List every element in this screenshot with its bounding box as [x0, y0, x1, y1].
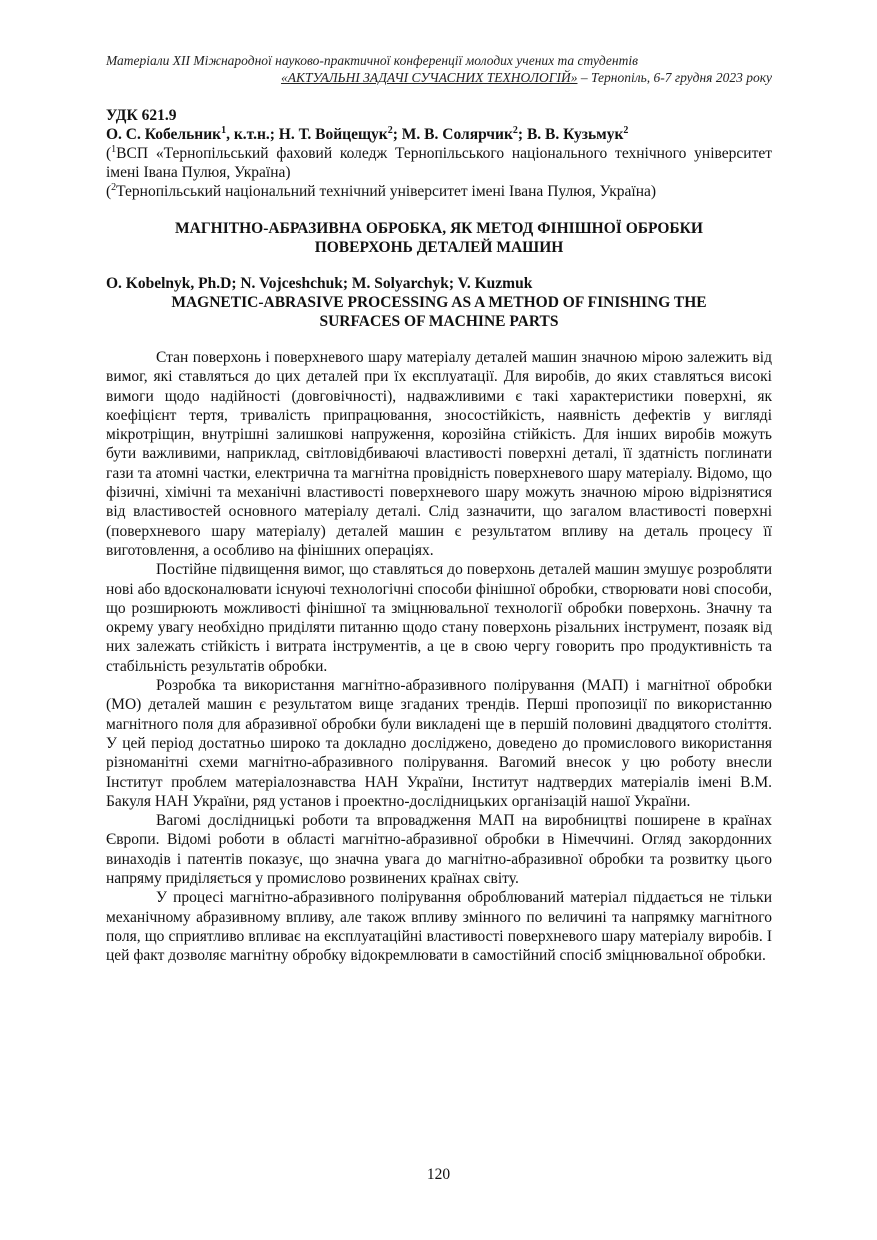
authors-ua — [106, 125, 772, 144]
paper-title-en — [106, 293, 772, 331]
authors-en: O. Kobelnyk, Ph.D; N. Vojceshchuk; M. Solyarchyk; V. Kuzmuk — [106, 275, 533, 292]
affiliation-1 — [106, 144, 772, 182]
udk-code: УДК 621.9 — [106, 107, 177, 124]
paragraph: Вагомі дослідницькі роботи та впровадження МАП на виробництві поширене в країнах Європи. Відомі роботи в області магнітно-абразивної обробки в Німеччині. Огляд закордонних винаходів і патентів показує, що значна увага до магнітно-абразивної обробки та розвитку цього напряму приділяється у промислово розвинених країнах світу. — [106, 812, 772, 888]
author-2: , к.т.н.; Н. Т. Войцещук — [226, 126, 388, 143]
paper-title-ua-line2: ПОВЕРХОНЬ ДЕТАЛЕЙ МАШИН — [314, 239, 564, 256]
paper-title-en-line2: SURFACES OF MACHINE PARTS — [319, 313, 559, 330]
affiliation-1-mark: 1 — [111, 143, 117, 155]
paper-body — [106, 348, 772, 966]
affiliation-1-paren: ( — [106, 145, 112, 162]
affiliation-2-paren: ( — [106, 183, 112, 200]
author-3: ; М. В. Солярчик — [392, 126, 513, 143]
paragraph: Розробка та використання магнітно-абразивного полірування (МАП) і магнітної обробки (МО) деталей машин є результатом вище згаданих трендів. Перші пропозиції по використанню магнітного поля для абразивної обробки були викладені ще в першій половині двадцятого століття. У цей період достатньо широко та докладно досліджено, доведено до промислового використання різноманітні схеми магнітно-абразивного полірування. Вагомий внесок у цю роботу внесли Інститут проблем матеріалознавства НАН України, Інститут надтвердих матеріалів імені В.М. Бакуля НАН України, ряд установ і проектно-дослідницьких організацій нашої України. — [106, 677, 772, 810]
affiliation-2 — [106, 182, 772, 201]
author-4: ; В. В. Кузьмук — [517, 126, 624, 143]
author-3-affil-mark: 2 — [512, 124, 518, 136]
affiliation-1-text: ВСП «Тернопільський фаховий коледж Тернопільського національного технічного університет імені Івана Пулюя, Україна) — [106, 145, 772, 181]
conference-header-line2 — [106, 69, 772, 86]
paper-title-en-line1: MAGNETIC-ABRASIVE PROCESSING AS A METHOD OF FINISHING THE — [171, 294, 707, 311]
paper-title-ua-line1: МАГНІТНО-АБРАЗИВНА ОБРОБКА, ЯК МЕТОД ФІНІШНОЇ ОБРОБКИ — [175, 220, 703, 237]
paper-title-ua — [106, 219, 772, 257]
paragraph: Постійне підвищення вимог, що ставляться до поверхонь деталей машин змушує розробляти нові або вдосконалювати існуючі технологічні способи фінішної обробки, створювати нові способи, що розширюють можливості фінішної та зміцнювальної технології обробки поверхонь. Значну та окрему увагу необхідно приділяти питанню щодо стану поверхонь різальних інструмент, позаяк від них залежать стійкість і витрата інструментів, а це в свою чергу говорить про продуктивність та стабільність результатів обробки. — [106, 561, 772, 675]
conference-header-line1: Матеріали XII Міжнародної науково-практичної конференції молодих учених та студентів — [106, 53, 638, 68]
affiliation-2-text: Тернопільський національний технічний університет імені Івана Пулюя, Україна) — [116, 183, 657, 200]
conference-header — [106, 52, 772, 86]
paragraph: Стан поверхонь і поверхневого шару матеріалу деталей машин значною мірою залежить від вимог, які ставляться до цих деталей при їх експлуатації. Для виробів, до яких ставляться високі вимоги щодо надійності (довговічності), надважливими є такі характеристики поверхні, як коефіцієнт тертя, тривалість припрацювання, зносостійкість, наявність дефектів у вигляді мікротріщин, внутрішні залишкові напруження, корозійна стійкість. Для інших виробів можуть бути важливими, наприклад, світловідбиваючі властивості поверхні деталі, її здатність поглинати гази та атомні частки, електрична та магнітна провідність поверхневого шару матеріалу. Відомо, що фізичні, хімічні та механічні властивості поверхневого шару можуть значною мірою відрізнятися від властивостей основного матеріалу деталі. Слід зазначити, що загалом властивості поверхні (поверхневого шару матеріалу) деталей машин є результатом впливу на деталь процесу її виготовлення, а особливо на фінішних операціях. — [106, 349, 772, 559]
author-2-affil-mark: 2 — [387, 124, 393, 136]
document-page — [106, 52, 772, 966]
paragraph: У процесі магнітно-абразивного полірування оброблюваний матеріал піддається не тільки механічному абразивному впливу, але також впливу змінного по величині та напрямку магнітного поля, що сприятливо впливає на експлуатаційні властивості поверхневого шару матеріалу виробів. І цей факт дозволяє магнітну обробку відокремлювати в самостійний спосіб зміцнювальної обробки. — [106, 889, 772, 965]
page-number: 120 — [426, 1166, 451, 1183]
author-1: О. С. Кобельник — [106, 126, 222, 143]
affiliation-2-mark: 2 — [111, 181, 117, 193]
conference-name: «АКТУАЛЬНІ ЗАДАЧІ СУЧАСНИХ ТЕХНОЛОГІЙ» — [280, 70, 578, 85]
author-4-affil-mark: 2 — [623, 124, 629, 136]
author-1-affil-mark: 1 — [221, 124, 227, 136]
conference-place-date: – Тернопіль, 6-7 грудня 2023 року — [577, 70, 772, 85]
